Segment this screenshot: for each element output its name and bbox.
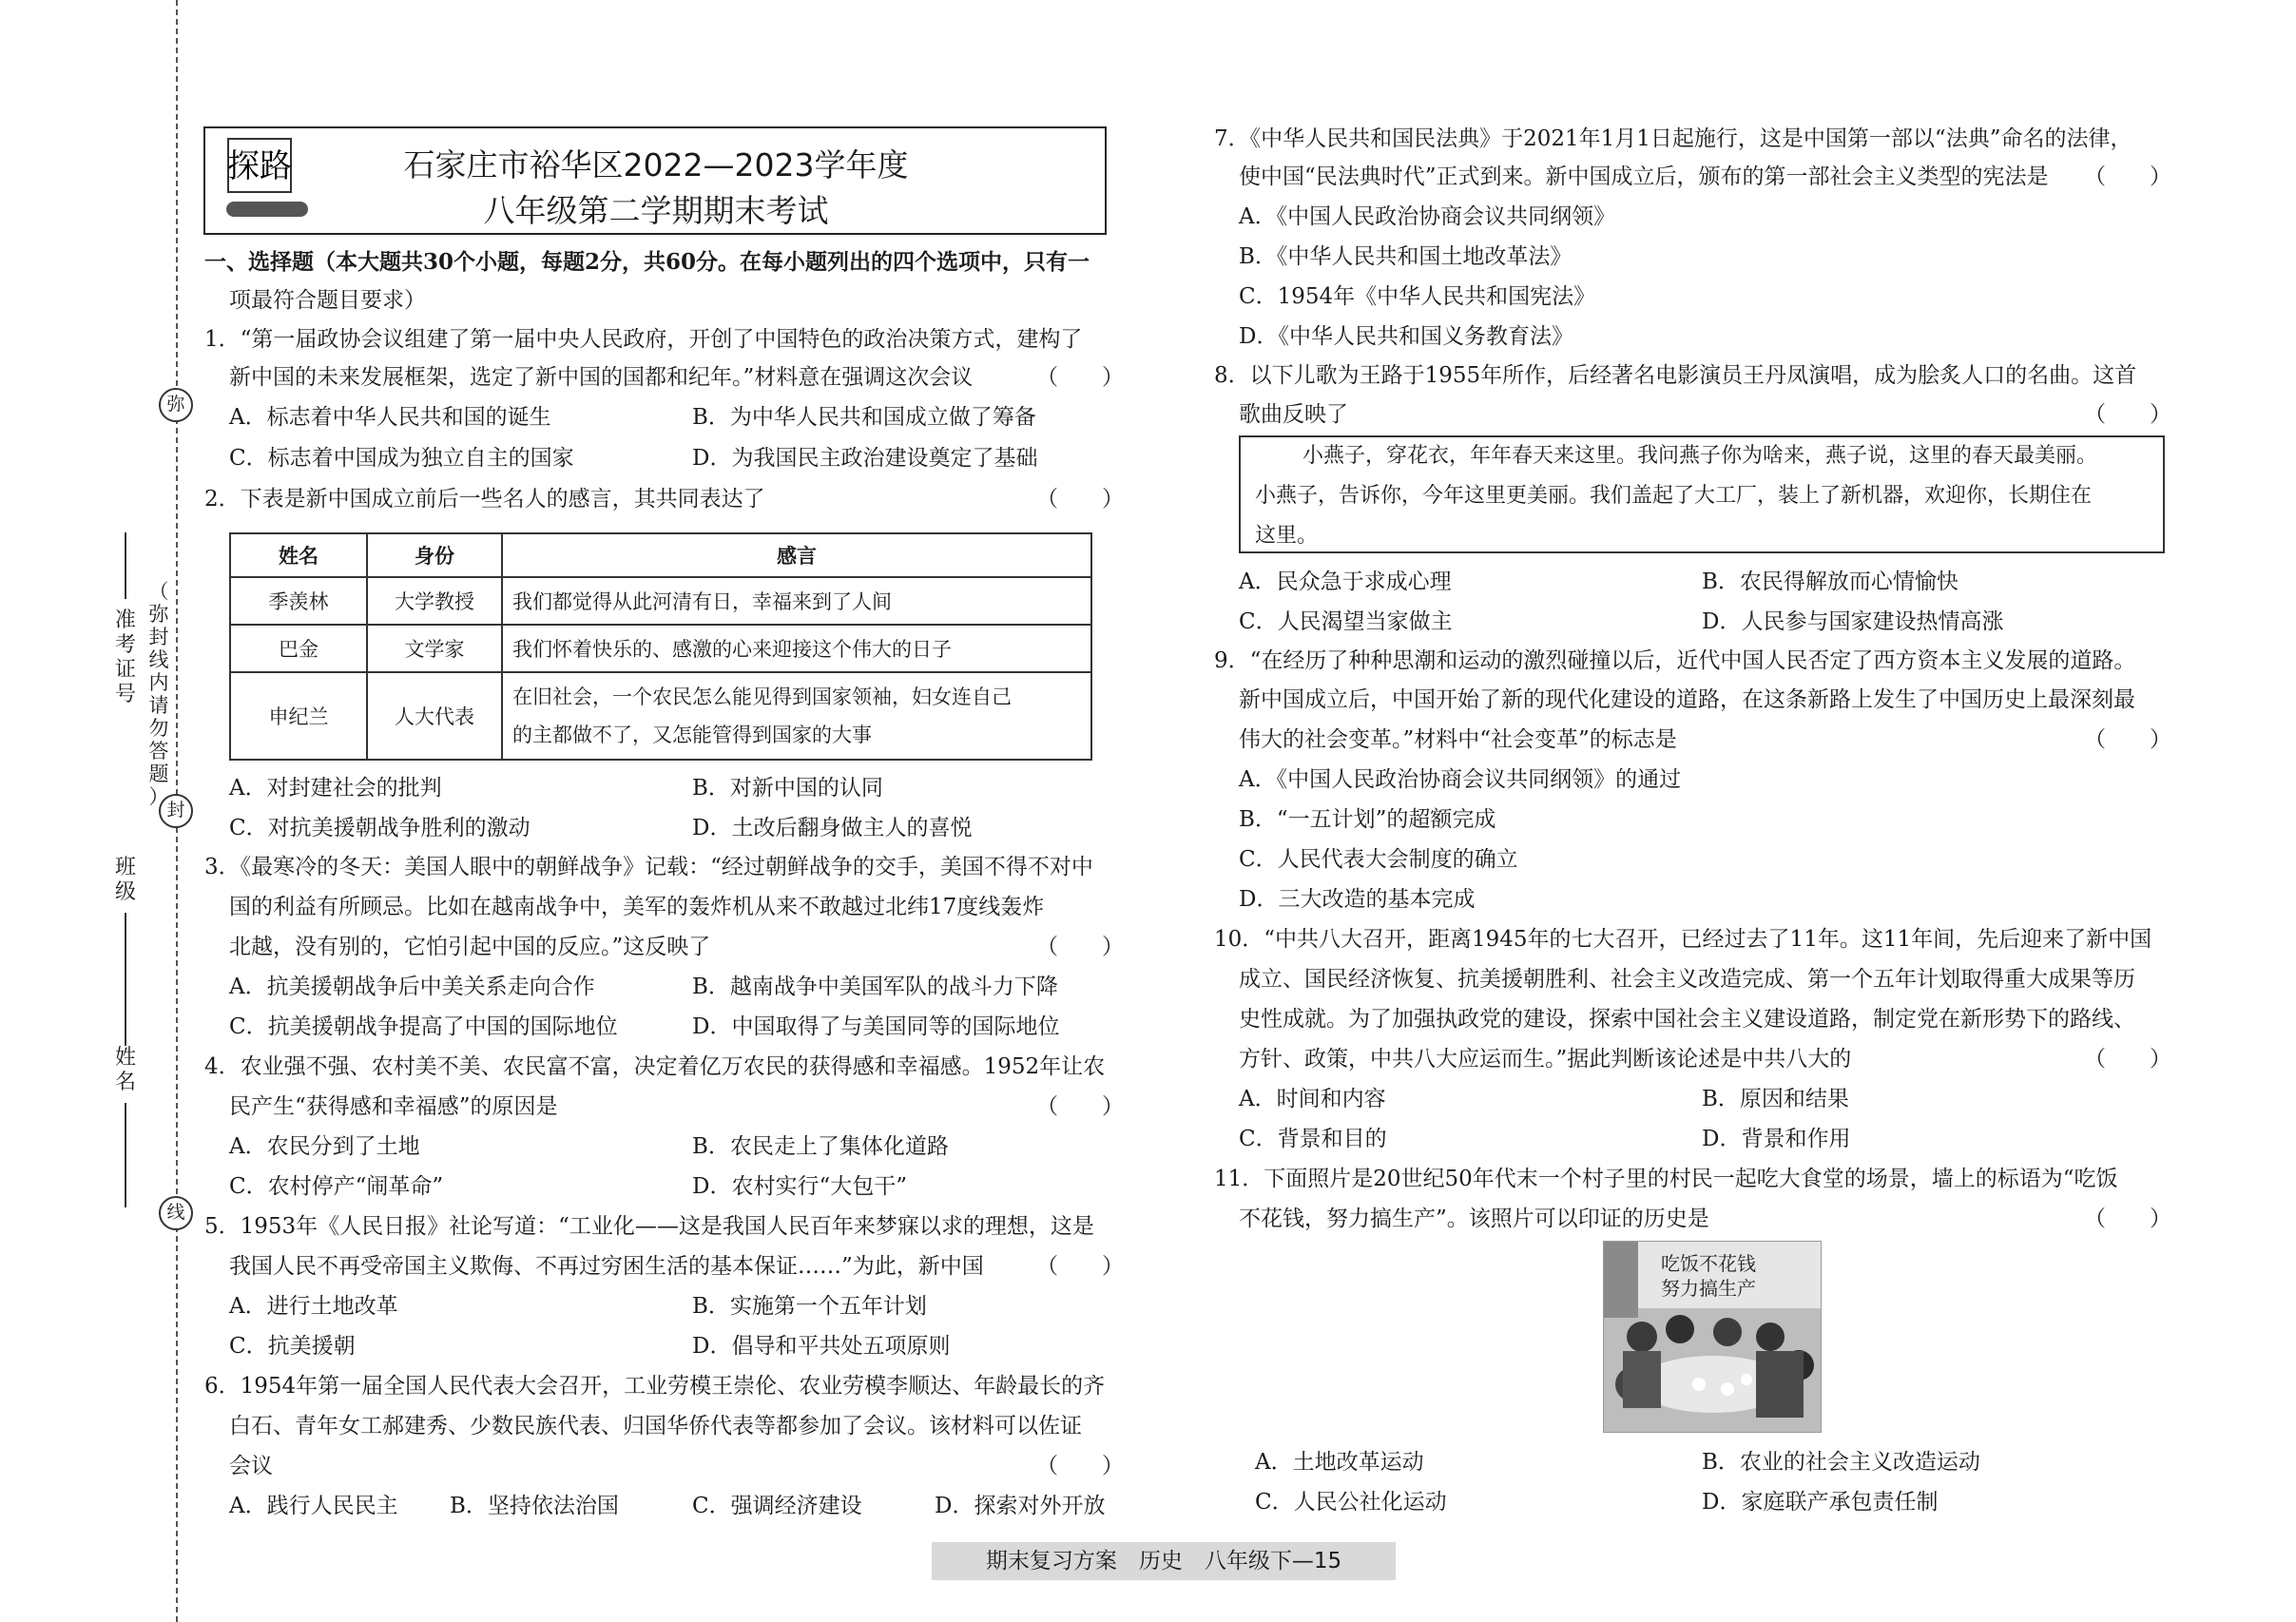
table-row [230, 672, 1091, 760]
q9-option-c: C．人民代表大会制度的确立 [1239, 847, 1518, 872]
table-cell-quote-line2: 的主都做不了，又怎能管得到国家的大事 [512, 724, 872, 746]
q11-answer-paren: （ ） [2084, 1207, 2171, 1231]
field-class-line [125, 913, 126, 1046]
q9-option-a: A．《中国人民政治协商会议共同纲领》的通过 [1239, 767, 1682, 792]
seal-mark-mi: 弥 [159, 388, 193, 422]
q2-option-d: D．土改后翻身做主人的喜悦 [692, 816, 973, 840]
q4-option-d: D．农村实行“大包干” [692, 1174, 907, 1199]
q9-line1: 9．“在经历了种种思潮和运动的激烈碰撞以后，近代中国人民否定了西方资本主义发展的道路。 [1214, 648, 2136, 673]
table-cell-quote: 我们都觉得从此河清有日，幸福来到了人间 [502, 577, 1091, 625]
q10-line4: 方针、政策，中共八大应运而生。”据此判断该论述是中共八大的 [1239, 1047, 1852, 1072]
q1-option-d: D．为我国民主政治建设奠定了基础 [692, 446, 1038, 471]
field-class: 班 级 [114, 856, 136, 904]
q8-line2: 歌曲反映了 [1239, 402, 1348, 427]
q2-option-b: B．对新中国的认同 [692, 776, 883, 801]
q5-option-a: A．进行土地改革 [229, 1294, 398, 1319]
q10-line2: 成立、国民经济恢复、抗美援朝胜利、社会主义改造完成、第一个五年计划取得重大成果等历 [1239, 967, 2135, 992]
q10-line3: 史性成就。为了加强执政党的建设，探索中国社会主义建设道路，制定党在新形势下的路线、 [1239, 1007, 2135, 1032]
q3-line2: 国的利益有所顾忌。比如在越南战争中，美军的轰炸机从来不敢越过北纬17度线轰炸 [229, 895, 1045, 919]
logo-text: 探路 [227, 147, 292, 185]
q1-option-b: B．为中华人民共和国成立做了筹备 [692, 405, 1036, 430]
q1-answer-paren: （ ） [1036, 365, 1124, 390]
q9-line2: 新中国成立后，中国开始了新的现代化建设的道路，在这条新路上发生了中国历史上最深刻最 [1239, 687, 2135, 712]
quotes-table [229, 532, 1092, 761]
q5-line2: 我国人民不再受帝国主义欺侮、不再过穷困生活的基本保证……”为此，新中国 [229, 1254, 984, 1279]
section-heading-cont: 项最符合题目要求） [229, 288, 426, 313]
field-name-line [125, 1103, 126, 1207]
exam-title-line1: 石家庄市裕华区2022—2023学年度 [403, 146, 909, 183]
q11-option-a: A．土地改革运动 [1255, 1450, 1424, 1475]
song-lyrics-line3: 这里。 [1255, 524, 1319, 548]
q2-option-c: C．对抗美援朝战争胜利的激动 [229, 816, 531, 840]
q3-line1: 3．《最寒冷的冬天：美国人眼中的朝鲜战争》记载：“经过朝鲜战争的交手，美国不得不对中 [204, 855, 1093, 879]
q4-line2: 民产生“获得感和幸福感”的原因是 [229, 1094, 558, 1119]
q6-answer-paren: （ ） [1036, 1454, 1124, 1478]
page-footer: 期末复习方案 历史 八年级下—15 [932, 1542, 1396, 1580]
q10-option-b: B．原因和结果 [1702, 1087, 1849, 1111]
q6-line2: 白石、青年女工郝建秀、少数民族代表、归国华侨代表等都参加了会议。该材料可以佐证 [229, 1414, 1082, 1439]
q7-answer-paren: （ ） [2084, 164, 2171, 189]
q8-option-c: C．人民渴望当家做主 [1239, 609, 1453, 634]
q1-line2: 新中国的未来发展框架，选定了新中国的国都和纪年。”材料意在强调这次会议 [229, 365, 974, 390]
q7-option-a: A．《中国人民政治协商会议共同纲领》 [1239, 204, 1616, 229]
q9-answer-paren: （ ） [2084, 727, 2171, 752]
q3-answer-paren: （ ） [1036, 935, 1124, 959]
binding-note: （ 弥 封 线 内 请 勿 答 题 ） [148, 580, 169, 808]
table-cell-name: 申纪兰 [230, 672, 367, 760]
q1-option-a: A．标志着中华人民共和国的诞生 [229, 405, 551, 430]
photo-slogan-line1: 吃饭不花钱 [1661, 1252, 1756, 1275]
q8-option-d: D．人民参与国家建设热情高涨 [1702, 609, 2004, 634]
q2-answer-paren: （ ） [1036, 487, 1124, 512]
table-header-row [230, 533, 1091, 577]
q4-answer-paren: （ ） [1036, 1094, 1124, 1119]
q10-line1: 10．“中共八大召开，距离1945年的七大召开，已经过去了11年。这11年间，先后迎来了新中国 [1214, 927, 2152, 952]
table-cell-identity: 大学教授 [367, 577, 502, 625]
q1-option-c: C．标志着中国成为独立自主的国家 [229, 446, 574, 471]
song-lyrics-line2: 小燕子，告诉你，今年这里更美丽。我们盖起了大工厂，装上了新机器，欢迎你，长期住在 [1255, 484, 2093, 508]
table-cell-quote [502, 672, 1091, 760]
canteen-photo [1603, 1241, 1822, 1433]
seal-mark-xian: 线 [159, 1196, 193, 1230]
exam-title-line2: 八年级第二学期期末考试 [483, 192, 829, 229]
q5-line1: 5．1953年《人民日报》社论写道：“工业化——这是我国人民百年来梦寐以求的理想，这是 [204, 1214, 1094, 1239]
q11-line2: 不花钱，努力搞生产”。该照片可以印证的历史是 [1239, 1207, 1709, 1231]
table-header-quote: 感言 [502, 533, 1091, 577]
q11-option-d: D．家庭联产承包责任制 [1702, 1490, 1939, 1515]
q8-option-b: B．农民得解放而心情愉快 [1702, 570, 1958, 594]
q11-option-b: B．农业的社会主义改造运动 [1702, 1450, 1980, 1475]
q8-line1: 8．以下儿歌为王路于1955年所作，后经著名电影演员王丹凤演唱，成为脍炙人口的名曲。这首 [1214, 363, 2137, 388]
q3-option-a: A．抗美援朝战争后中美关系走向合作 [229, 975, 595, 999]
q10-option-c: C．背景和目的 [1239, 1127, 1387, 1151]
q6-option-a: A．践行人民民主 [229, 1494, 398, 1518]
q9-line3: 伟大的社会变革。”材料中“社会变革”的标志是 [1239, 727, 1677, 752]
q6-option-c: C．强调经济建设 [692, 1494, 862, 1518]
table-cell-identity: 人大代表 [367, 672, 502, 760]
table-header-identity: 身份 [367, 533, 502, 577]
q5-option-c: C．抗美援朝 [229, 1334, 356, 1359]
q10-answer-paren: （ ） [2084, 1047, 2171, 1072]
q11-line1: 11．下面照片是20世纪50年代末一个村子里的村民一起吃大食堂的场景，墙上的标语为“吃饭 [1214, 1167, 2118, 1191]
seal-mark-feng: 封 [159, 794, 193, 828]
q9-option-d: D．三大改造的基本完成 [1239, 887, 1476, 912]
table-cell-identity: 文学家 [367, 625, 502, 672]
q4-line1: 4．农业强不强、农村美不美、农民富不富，决定着亿万农民的获得感和幸福感。1952年让农 [204, 1054, 1106, 1079]
q10-option-a: A．时间和内容 [1239, 1087, 1386, 1111]
q2-option-a: A．对封建社会的批判 [229, 776, 442, 801]
table-row [230, 625, 1091, 672]
q5-option-d: D．倡导和平共处五项原则 [692, 1334, 951, 1359]
q4-option-c: C．农村停产“闹革命” [229, 1174, 444, 1199]
table-cell-name: 巴金 [230, 625, 367, 672]
q5-answer-paren: （ ） [1036, 1254, 1124, 1279]
field-name: 姓 名 [114, 1046, 136, 1094]
q7-line1: 7．《中华人民共和国民法典》于2021年1月1日起施行，这是中国第一部以“法典”命名的法律， [1214, 126, 2132, 151]
q7-option-b: B．《中华人民共和国土地改革法》 [1239, 244, 1572, 269]
q6-line3: 会议 [229, 1454, 273, 1478]
song-lyrics-line1: 小燕子，穿花衣，年年春天来这里。我问燕子你为啥来，燕子说，这里的春天最美丽。 [1302, 444, 2098, 468]
q6-line1: 6．1954年第一届全国人民代表大会召开，工业劳模王崇伦、农业劳模李顺达、年龄最长的齐 [204, 1374, 1106, 1399]
q7-option-c: C．1954年《中华人民共和国宪法》 [1239, 284, 1596, 309]
q3-option-b: B．越南战争中美国军队的战斗力下降 [692, 975, 1058, 999]
q1-line1: 1．“第一届政协会议组建了第一届中央人民政府，开创了中国特色的政治决策方式，建构了 [204, 327, 1083, 352]
q3-line3: 北越，没有别的，它怕引起中国的反应。”这反映了 [229, 935, 711, 959]
q10-option-d: D．背景和作用 [1702, 1127, 1851, 1151]
q6-option-b: B．坚持依法治国 [450, 1494, 619, 1518]
q5-option-b: B．实施第一个五年计划 [692, 1294, 927, 1319]
publisher-logo [226, 137, 293, 194]
q4-option-b: B．农民走上了集体化道路 [692, 1134, 949, 1159]
q7-option-d: D．《中华人民共和国义务教育法》 [1239, 324, 1573, 349]
q3-option-c: C．抗美援朝战争提高了中国的国际地位 [229, 1014, 618, 1039]
q8-option-a: A．民众急于求成心理 [1239, 570, 1452, 594]
logo-subtext [226, 198, 308, 221]
table-cell-name: 季羡林 [230, 577, 367, 625]
q11-option-c: C．人民公社化运动 [1255, 1490, 1447, 1515]
q8-answer-paren: （ ） [2084, 402, 2171, 427]
q9-option-b: B．“一五计划”的超额完成 [1239, 807, 1496, 832]
section-heading: 一、选择题（本大题共30个小题，每题2分，共60分。在每小题列出的四个选项中，只有一 [204, 249, 1090, 275]
q4-option-a: A．农民分到了土地 [229, 1134, 420, 1159]
photo-slogan-line2: 努力搞生产 [1661, 1277, 1756, 1300]
field-exam-number: 准 考 证 号 [114, 608, 136, 706]
table-cell-quote-line1: 在旧社会，一个农民怎么能见得到国家领袖，妇女连自己 [512, 685, 1012, 708]
q3-option-d: D．中国取得了与美国同等的国际地位 [692, 1014, 1060, 1039]
table-cell-quote: 我们怀着快乐的、感激的心来迎接这个伟大的日子 [502, 625, 1091, 672]
field-exam-number-line [125, 532, 126, 599]
q6-option-d: D．探索对外开放 [935, 1494, 1106, 1518]
table-header-name: 姓名 [230, 533, 367, 577]
q7-line2: 使中国“民法典时代”正式到来。新中国成立后，颁布的第一部社会主义类型的宪法是 [1239, 164, 2049, 189]
q2-line1: 2．下表是新中国成立前后一些名人的感言，其共同表达了 [204, 487, 765, 512]
table-row [230, 577, 1091, 625]
